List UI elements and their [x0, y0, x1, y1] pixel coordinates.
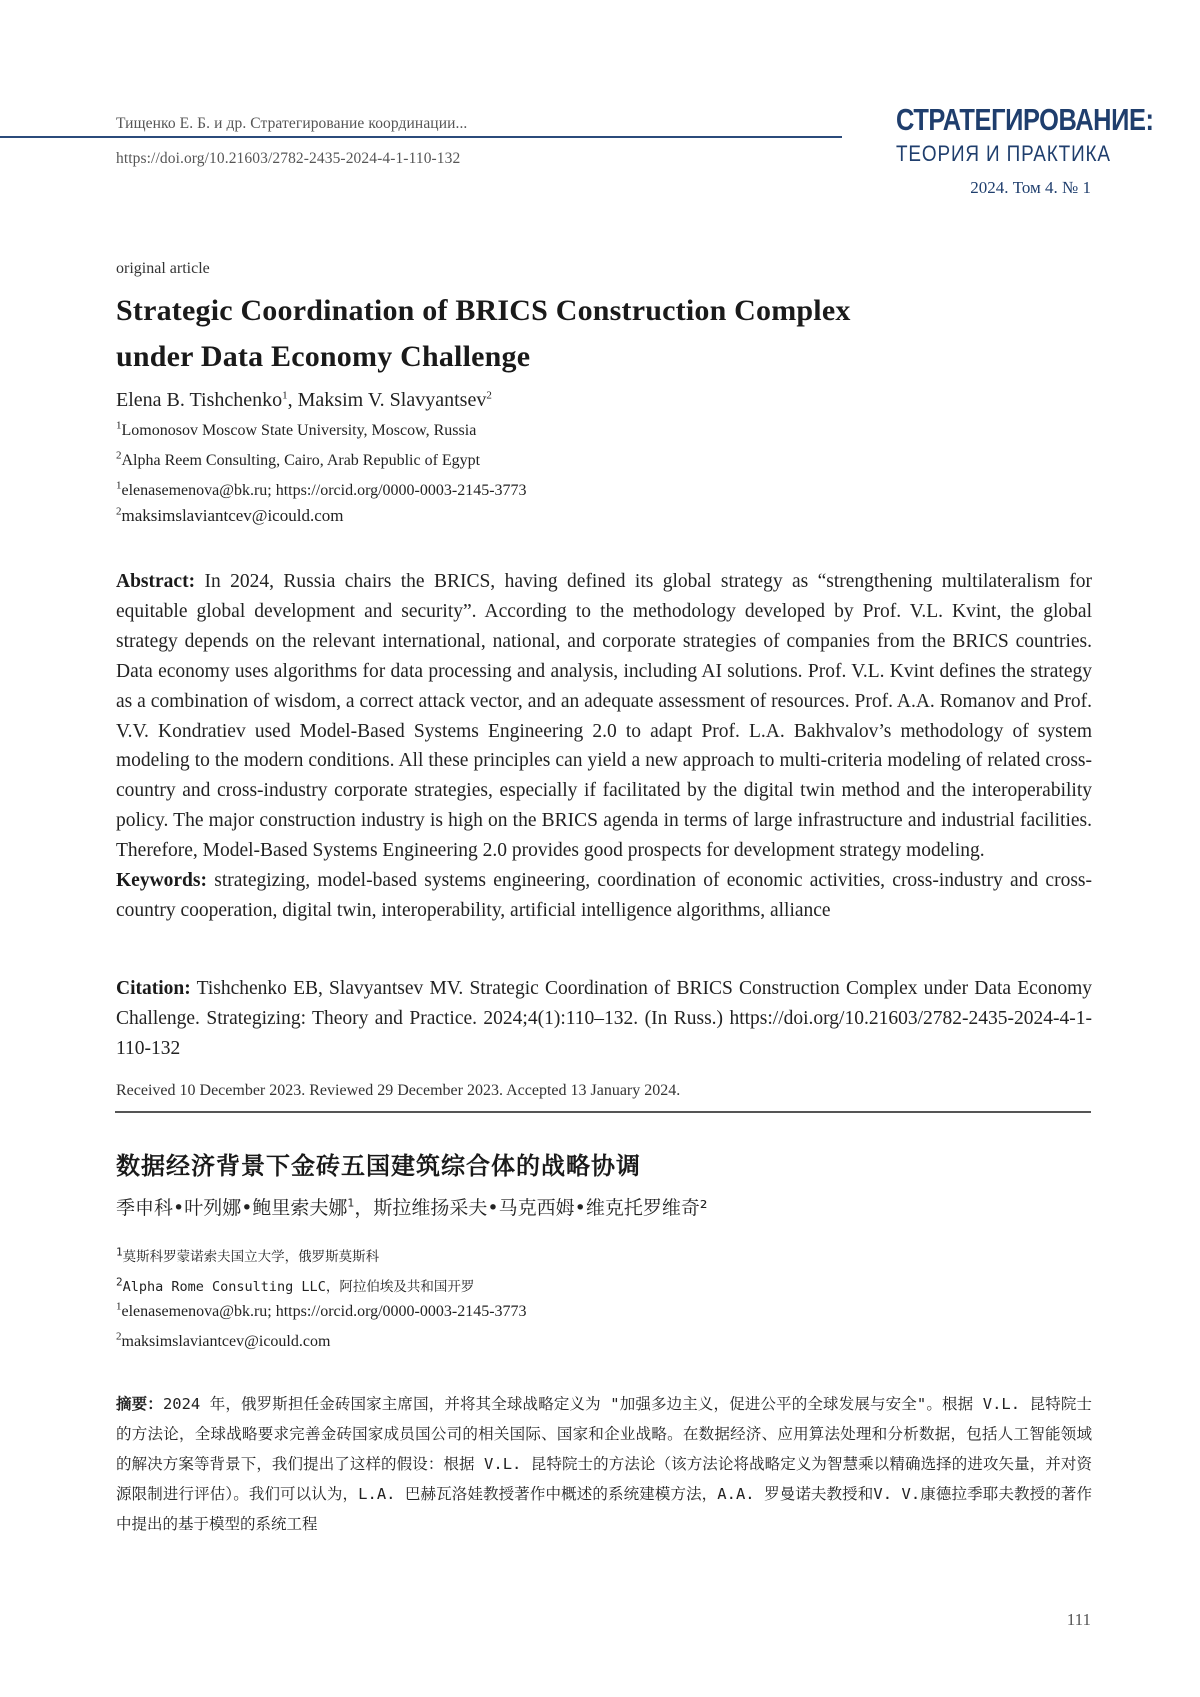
chinese-author-2: ，斯拉维扬采夫•马克西姆•维克托罗维奇² [354, 1197, 707, 1219]
chinese-abstract [116, 1389, 1092, 1539]
affiliation-sup: 1 [116, 420, 122, 432]
contact-sup: 1 [116, 1301, 122, 1313]
chinese-contact [116, 1303, 527, 1321]
author-separator: , [288, 389, 298, 411]
running-title: Тищенко Е. Б. и др. Стратегирование координации... [116, 115, 467, 133]
abstract-label: Abstract: [116, 571, 195, 592]
volume-info: 2024. Том 4. № 1 [970, 178, 1091, 198]
affiliation [116, 422, 476, 440]
chinese-title: 数据经济背景下金砖五国建筑综合体的战略协调 [116, 1146, 641, 1181]
chinese-abstract-label: 摘要： [116, 1395, 163, 1413]
author-1: Elena B. Tishchenko [116, 389, 282, 411]
contact-sup: 2 [116, 1331, 122, 1343]
citation-text: Tishchenko EB, Slavyantsev MV. Strategic Coordination of BRICS Construction Complex under Data Economy Challenge. Strategizing: Theory and Practice. 2024;4(1):110–132. (In Russ.) https://doi.org/10.21603/2782-2435-2024-4-1-110-132 [116, 978, 1092, 1059]
keywords-text: strategizing, model-based systems engineering, coordination of economic activities, cross-industry and cross-country cooperation, digital twin, interoperability, artificial intelligence algorithms, alliance [116, 870, 1092, 921]
affiliation-sup: 2 [116, 1276, 123, 1289]
affiliation-text: 莫斯科罗蒙诺索夫国立大学，俄罗斯莫斯科 [123, 1249, 380, 1265]
citation-block [116, 974, 1092, 1064]
chinese-affiliation [116, 1275, 474, 1295]
chinese-author-1: 季申科•叶列娜•鲍里索夫娜 [116, 1197, 347, 1219]
article-title [116, 288, 1076, 380]
article-title-line1: Strategic Coordination of BRICS Construction Complex [116, 288, 1076, 334]
affiliation-text: Alpha Reem Consulting, Cairo, Arab Republic of Egypt [122, 452, 481, 469]
affiliation-sup: 2 [116, 450, 122, 462]
chinese-affiliation [116, 1245, 379, 1265]
author-2-sup: 2 [486, 389, 492, 401]
author-contact [116, 482, 527, 500]
abstract-block [116, 567, 1092, 926]
contact-text[interactable]: elenasemenova@bk.ru; https://orcid.org/0000-0003-2145-3773 [122, 482, 527, 499]
author-2: Maksim V. Slavyantsev [298, 389, 487, 411]
contact-sup: 1 [116, 480, 122, 492]
contact-text[interactable]: elenasemenova@bk.ru; https://orcid.org/0000-0003-2145-3773 [122, 1303, 527, 1320]
article-type: original article [116, 260, 210, 278]
journal-logo [896, 102, 1200, 167]
affiliation-text: Alpha Rome Consulting LLC，阿拉伯埃及共和国开罗 [123, 1279, 475, 1295]
affiliation-text: Lomonosov Moscow State University, Moscow, Russia [122, 422, 477, 439]
author-contact [116, 506, 343, 526]
journal-logo-line2: ТЕОРИЯ И ПРАКТИКА [896, 141, 1166, 167]
article-title-line2: under Data Economy Challenge [116, 334, 1076, 380]
author-1-sup: 1 [282, 389, 288, 401]
contact-text[interactable]: maksimslaviantcev@icould.com [122, 1333, 331, 1350]
chinese-author-1-sup: 1 [347, 1197, 354, 1210]
chinese-authors [116, 1193, 707, 1220]
contact-text[interactable]: maksimslaviantcev@icould.com [122, 506, 344, 525]
affiliation-sup: 1 [116, 1246, 123, 1259]
section-divider [115, 1111, 1091, 1113]
doi-link[interactable]: https://doi.org/10.21603/2782-2435-2024-4-1-110-132 [116, 150, 460, 168]
chinese-abstract-text: 2024 年，俄罗斯担任金砖国家主席国，并将其全球战略定义为 "加强多边主义，促进公平的全球发展与安全"。根据 V.L. 昆特院士的方法论，全球战略要求完善金砖国家成员国公司的相关国际、国家和企业战略。在数据经济、应用算法处理和分析数据，包括人工智能领域的解决方案等背景下，我们提出了这样的假设：根据 V.L. 昆特院士的方法论（该方法论将战略定义为智慧乘以精确选择的进攻矢量，并对资源限制进行评估）。我们可以认为，L.A. 巴赫瓦洛娃教授著作中概述的系统建模方法，A.A. 罗曼诺夫教授和V. V.康德拉季耶夫教授的著作中提出的基于模型的系统工程 [116, 1395, 1092, 1533]
abstract-text: In 2024, Russia chairs the BRICS, having defined its global strategy as “strengthening multilateralism for equitable global development and security”. According to the methodology developed by Prof. V.L. Kvint, the global strategy depends on the relevant international, national, and corporate strategies of companies from the BRICS countries. Data economy uses algorithms for data processing and analysis, including AI solutions. Prof. V.L. Kvint defines the strategy as a combination of wisdom, a correct attack vector, and an adequate assessment of resources. Prof. A.A. Romanov and Prof. V.V. Kondratiev used Model-Based Systems Engineering 2.0 to adapt Prof. L.A. Bakhvalov’s methodology of system modeling to the modern conditions. All these principles can yield a new approach to multi-criteria modeling of related cross-country and cross-industry corporate strategies, especially if facilitated by the digital twin method and the interoperability policy. The major construction industry is high on the BRICS agenda in terms of large infrastructure and industrial facilities. Therefore, Model-Based Systems Engineering 2.0 provides good prospects for development strategy modeling. [116, 571, 1092, 861]
keywords-label: Keywords: [116, 870, 207, 891]
journal-logo-line1: СТРАТЕГИРОВАНИЕ: [896, 102, 1154, 138]
header-rule [0, 136, 842, 138]
affiliation [116, 452, 480, 470]
chinese-contact [116, 1333, 330, 1351]
received-dates: Received 10 December 2023. Reviewed 29 December 2023. Accepted 13 January 2024. [116, 1082, 680, 1100]
page-number: 111 [1067, 1610, 1091, 1630]
authors [116, 389, 492, 412]
contact-sup: 2 [116, 505, 122, 517]
citation-label: Citation: [116, 978, 191, 999]
